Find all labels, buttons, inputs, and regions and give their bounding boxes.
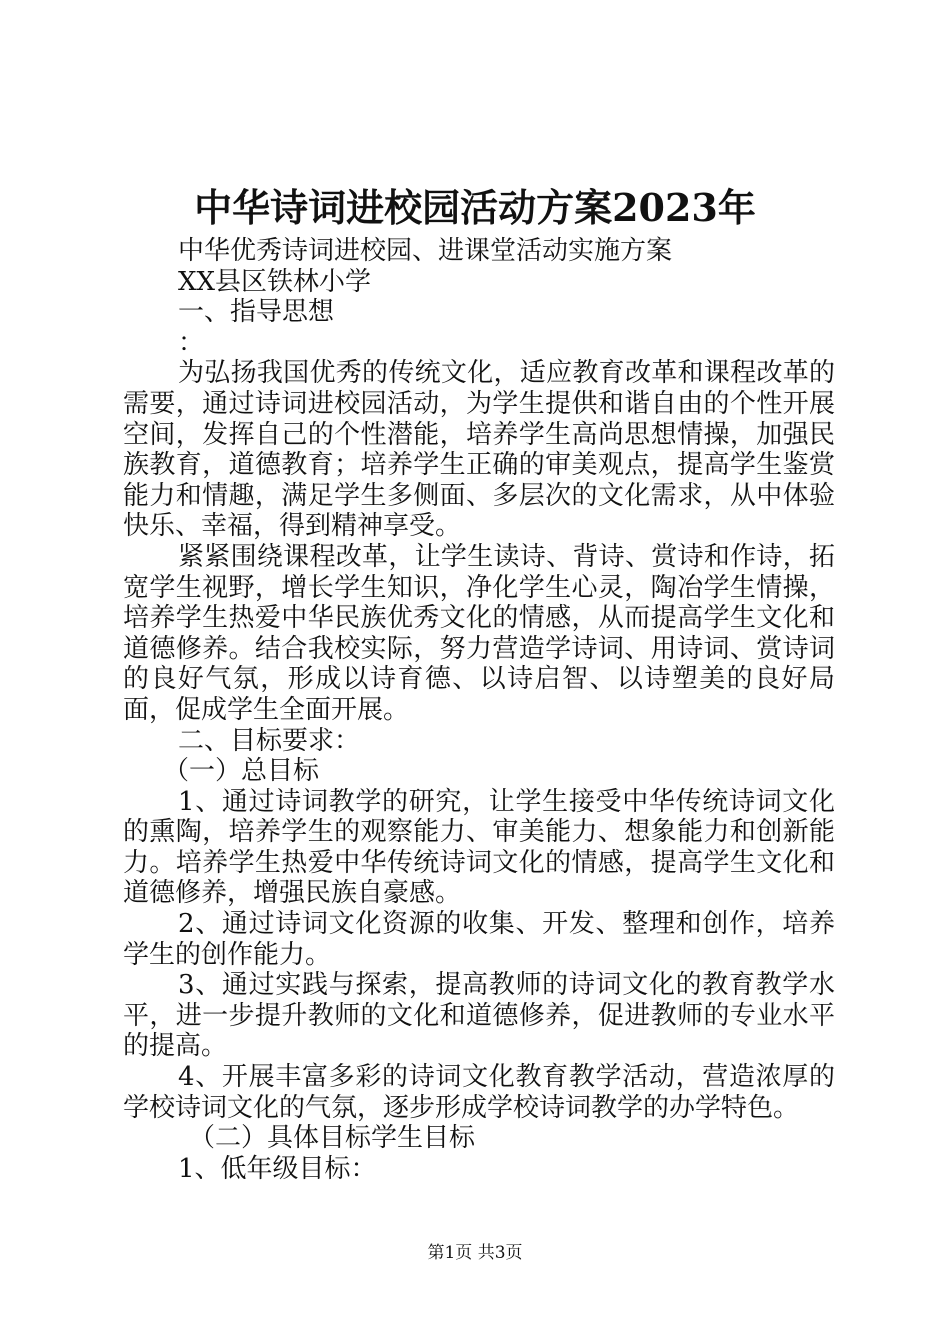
section-heading-guiding-ideology: 一、指导思想 bbox=[178, 297, 335, 328]
paragraph: 紧紧围绕课程改革，让学生读诗、背诗、赏诗和作诗，拓宽学生视野，增长学生知识，净化学生心灵，陶冶学生情操，培养学生热爱中华民族优秀文化的情感，从而提高学生文化和道德修养。结合我校实际，努力营造学诗词、用诗词、赏诗词的良好气氛，形成以诗育德、以诗启智、以诗塑美的良好局面，促成学生全面开展。 bbox=[123, 541, 835, 725]
list-item: 4、开展丰富多彩的诗词文化教育教学活动，营造浓厚的学校诗词文化的气氛，逐步形成学校诗词教学的办学特色。 bbox=[123, 1062, 835, 1123]
list-item: 1、低年级目标： bbox=[178, 1153, 377, 1184]
plan-subtitle: 中华优秀诗词进校园、进课堂活动实施方案 bbox=[178, 236, 673, 266]
section-heading-goals: 二、目标要求： bbox=[178, 725, 361, 756]
school-name: XX县区铁林小学 bbox=[178, 266, 372, 297]
subsection-heading-overall-goal: （一）总目标 bbox=[163, 756, 320, 787]
list-item: 1、通过诗词教学的研究，让学生接受中华传统诗词文化的熏陶，培养学生的观察能力、审美能力、想象能力和创新能力。培养学生热爱中华传统诗词文化的情感，提高学生文化和道德修养，增强民族自豪感。 bbox=[123, 786, 835, 909]
colon-line: ： bbox=[178, 327, 205, 358]
list-item: 2、通过诗词文化资源的收集、开发、整理和创作，培养学生的创作能力。 bbox=[123, 909, 835, 970]
page-number-footer: 第1页 共3页 bbox=[427, 1243, 523, 1263]
subsection-heading-specific-goals: （二）具体目标学生目标 bbox=[189, 1123, 476, 1154]
paragraph: 为弘扬我国优秀的传统文化，适应教育改革和课程改革的需要，通过诗词进校园活动，为学生提供和谐自由的个性开展空间，发挥自己的个性潜能，培养学生高尚思想情操，加强民族教育，道德教育；培养学生正确的审美观点，提高学生鉴赏能力和情趣，满足学生多侧面、多层次的文化需求，从中体验快乐、幸福，得到精神享受。 bbox=[123, 358, 835, 542]
list-item: 3、通过实践与探索，提高教师的诗词文化的教育教学水平，进一步提升教师的文化和道德修养，促进教师的专业水平的提高。 bbox=[123, 970, 835, 1062]
document-title: 中华诗词进校园活动方案2023年 bbox=[194, 185, 756, 230]
document-body bbox=[123, 236, 835, 1184]
